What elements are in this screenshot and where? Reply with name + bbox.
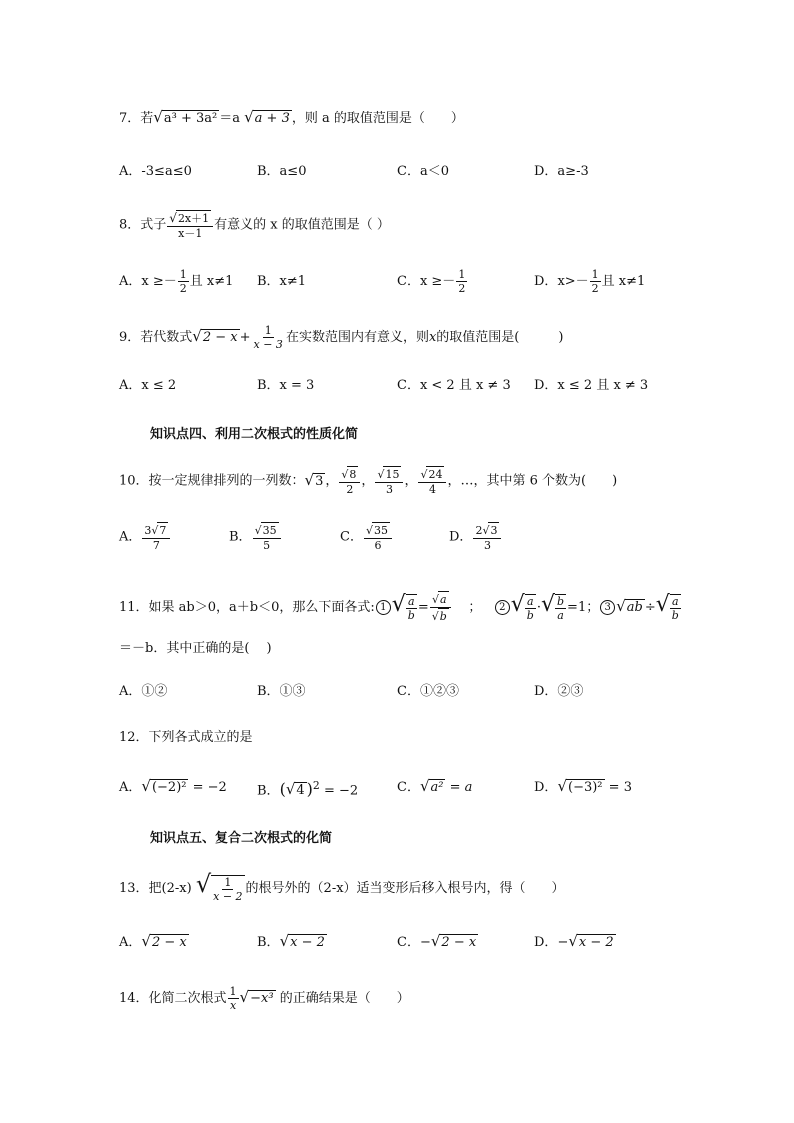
radicand: 2 − x: [151, 935, 187, 950]
section-heading: 知识点五、复合二次根式的化简: [150, 831, 333, 846]
circled-number: 3: [600, 600, 615, 615]
radicand: (−3)²: [568, 780, 603, 795]
q9-option-d[interactable]: D．x ≤ 2 且 x ≠ 3: [534, 378, 649, 393]
option-label: D．: [534, 935, 558, 950]
frac-num: 35: [262, 524, 277, 537]
q12-stem: 12．下列各式成立的是: [119, 730, 253, 745]
option-label: C．: [397, 780, 420, 795]
option-label: A．: [119, 529, 142, 545]
q11-option-d[interactable]: D．②③: [534, 684, 584, 699]
q13-prefix: 13．把(2-x): [119, 881, 192, 896]
q11-option-c[interactable]: C．①②③: [397, 684, 459, 699]
result: = 3: [608, 780, 632, 795]
q13-option-b[interactable]: B．√x − 2: [257, 932, 325, 950]
option-label: C．: [397, 274, 420, 289]
q11-option-b[interactable]: B．①③: [257, 684, 306, 699]
q13-option-c[interactable]: C．−√2 − x: [397, 932, 477, 950]
radical-sign: √: [341, 468, 349, 481]
q10-suffix: ，…，其中第 6 个数为( ): [447, 473, 618, 489]
q8-prefix: 8．式子: [119, 217, 167, 233]
q9-plus: +: [239, 330, 251, 345]
option-label: D．: [449, 529, 473, 545]
q9-suffix: 的取值范围是( ): [436, 330, 564, 345]
q12-option-c[interactable]: C．√a² = a: [397, 777, 473, 795]
q10-prefix: 10．按一定规律排列的一列数：: [119, 473, 305, 489]
q11-sep: ；: [468, 600, 482, 615]
q13-option-a[interactable]: A．√2 − x: [119, 932, 187, 950]
q7-option-b[interactable]: B．a≤0: [257, 164, 307, 179]
q8-denominator: x－1: [178, 227, 203, 240]
radicand: −x³: [250, 991, 274, 1006]
option-label: B．: [229, 529, 252, 545]
frac-num: 24: [428, 468, 443, 481]
q13-suffix: 的根号外的（2-x）适当变形后移入根号内，得（ ）: [245, 881, 565, 896]
q9-radicand: 2 − x: [202, 330, 238, 345]
frac-den: 7: [152, 539, 160, 552]
frac-den: 2: [591, 282, 599, 295]
q7-option-a[interactable]: A．-3≤a≤0: [119, 164, 192, 179]
section-heading: 知识点四、利用二次根式的性质化简: [150, 427, 359, 442]
q14-prefix: 14．化简二次根式: [119, 991, 227, 1006]
q9-option-a[interactable]: A．x ≤ 2: [119, 378, 177, 393]
q9-stem: [119, 324, 563, 351]
q9-var: x: [428, 330, 437, 345]
q13-option-d[interactable]: D．−√x − 2: [534, 932, 614, 950]
q12-option-d[interactable]: D．√(−3)² = 3: [534, 777, 632, 795]
result: = a: [449, 780, 473, 795]
radical-sign: √: [365, 524, 373, 537]
frac-num: 1: [224, 875, 232, 889]
q7-rhs-radicand: a + 3: [254, 111, 290, 126]
frac-num: 1: [458, 268, 466, 281]
radical-sign: √: [304, 470, 315, 489]
q9-option-c[interactable]: C．x < 2 且 x ≠ 3: [397, 378, 511, 393]
frac-den: x: [229, 999, 237, 1012]
frac-den: 3: [385, 483, 393, 496]
q10-option-d[interactable]: [449, 522, 502, 552]
frac-den: 4: [428, 483, 436, 496]
q7-lhs-radicand: a³ + 3a²: [163, 111, 218, 126]
frac-den: x − 3: [253, 338, 283, 351]
q7-suffix: ，则 a 的取值范围是（ ）: [291, 111, 464, 126]
q7-option-c[interactable]: C．a＜0: [397, 164, 449, 179]
frac-den: 3: [483, 539, 491, 552]
q7-prefix: 7．若: [119, 111, 154, 126]
q11-stem: 11．如果 ab＞0，a＋b＜0，那么下面各式: 1 √ $\frac{a}{b}$ = $\frac{√a}{√b}$ ； 2 √ $\frac{a}{b}$ ·√ $\frac{b}{a}$ =1； 3 √ab ÷√ $\frac{a}{b}$: [119, 592, 679, 623]
q7-eq: ＝a: [219, 111, 240, 126]
q10-term1: 3: [315, 473, 324, 489]
frac-num: 3: [490, 524, 498, 537]
q9-mid: 在实数范围内有意义，则: [285, 330, 429, 345]
option-label: A．: [119, 935, 142, 950]
q10-stem: 10．按一定规律排列的一列数：√3 ， $\frac{√8}{2}$ ， $\frac{√15}{3}$ ， $\frac{√24}{4}$ ，…，其中第 6 个数为( ): [119, 468, 618, 496]
q8-suffix: 有意义的 x 的取值范围是（ ）: [214, 217, 390, 233]
option-pre: x ≥－: [419, 274, 456, 289]
q7-option-d[interactable]: D．a≥-3: [534, 164, 589, 179]
option-label: B．: [257, 783, 280, 799]
q11-eq2: =1；: [567, 600, 600, 615]
radical-sign: √: [153, 108, 163, 126]
frac-num: 1: [591, 268, 599, 281]
q8-option-c[interactable]: [397, 268, 468, 295]
frac-den: 2: [458, 282, 466, 295]
option-post: 且 x≠1: [189, 274, 234, 289]
radicand: (−2)²: [151, 780, 187, 795]
frac-num: 8: [349, 468, 357, 481]
q13-stem: 13．把(2-x) √ $\frac{1}{x - 2}$ 的根号外的（2-x）适当变形后移入根号内，得（ ）: [119, 870, 565, 903]
q12-option-b[interactable]: B．(√4 )$^2$ = −2: [257, 779, 359, 799]
q8-option-b[interactable]: B．x≠1: [257, 274, 307, 289]
q9-option-b[interactable]: B．x = 3: [257, 378, 315, 393]
radicand: 4: [296, 783, 305, 799]
frac-num: 15: [385, 468, 400, 481]
radical-sign: √: [192, 327, 202, 345]
q8-option-d[interactable]: [534, 268, 645, 295]
option-post: 且 x≠1: [601, 274, 646, 289]
option-label: C．: [340, 529, 363, 545]
radicand: x − 2: [290, 935, 325, 950]
option-pre: x>－: [557, 274, 589, 289]
option-label: B．: [257, 935, 280, 950]
q14-stem: 14．化简二次根式 $\frac{1}{x}$ √−x³ 的正确结果是（ ）: [119, 985, 410, 1012]
radical-sign: √: [377, 468, 385, 481]
radicand: a²: [430, 780, 444, 795]
q11-stem-line2: ＝－b．其中正确的是( ): [119, 641, 272, 656]
q11-prefix: 11．如果 ab＞0，a＋b＜0，那么下面各式:: [119, 600, 375, 615]
result: = −2: [323, 783, 359, 799]
q11-eq1: =: [417, 600, 429, 615]
frac-den: 2: [346, 483, 354, 496]
radical-sign: √: [151, 524, 159, 537]
minus: −: [557, 935, 569, 950]
radical-sign: √: [169, 211, 177, 225]
q10-option-b[interactable]: [229, 522, 282, 552]
circled-number: 2: [495, 600, 510, 615]
q8-numerator: 2x＋1: [177, 212, 210, 225]
q10-option-c[interactable]: [340, 522, 393, 552]
radical-sign: √: [244, 108, 254, 126]
option-label: A．: [119, 780, 142, 795]
option-pre: x ≥－: [141, 274, 177, 289]
option-label: C．: [397, 935, 420, 950]
frac-num: 35: [373, 524, 388, 537]
q10-option-a[interactable]: [119, 522, 171, 552]
radical-sign: √: [391, 592, 406, 617]
q8-fraction: [167, 210, 213, 240]
frac-den: 5: [263, 539, 271, 552]
q11-option-a[interactable]: A．①②: [119, 684, 168, 699]
frac-den: x − 2: [213, 889, 243, 903]
q7-stem: [119, 107, 464, 129]
q9-prefix: 9．若代数式: [119, 330, 193, 345]
option-label: D．: [534, 780, 558, 795]
option-label: D．: [534, 274, 558, 289]
q14-suffix: 的正确结果是（ ）: [279, 991, 410, 1006]
coef: 3: [144, 524, 152, 537]
radical-sign: √: [254, 524, 262, 537]
frac-num: 1: [179, 268, 187, 281]
radicand: x − 2: [578, 935, 614, 950]
coef: 2: [475, 524, 483, 537]
radical-sign: √: [420, 468, 428, 481]
frac-num: 1: [264, 324, 272, 337]
frac-den: 2: [179, 282, 187, 295]
radicand: 2 − x: [441, 935, 477, 950]
minus: −: [419, 935, 431, 950]
circled-number: 1: [376, 600, 391, 615]
frac-num: 7: [159, 524, 167, 537]
option-label: A．: [119, 274, 142, 289]
q12-option-a[interactable]: A．√(−2)² = −2: [119, 777, 227, 795]
q11-div: ÷: [644, 600, 656, 615]
q8-option-a[interactable]: [119, 268, 233, 295]
q8-stem: [119, 210, 390, 240]
radical-sign: √: [482, 524, 490, 537]
result: = −2: [192, 780, 227, 795]
frac-num: 1: [229, 985, 237, 998]
frac-den: 6: [374, 539, 382, 552]
